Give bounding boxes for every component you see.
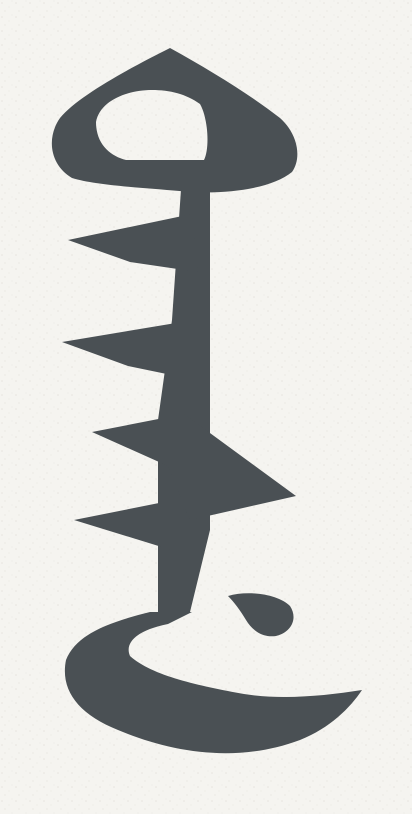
glyph-tooth-1 xyxy=(68,214,198,272)
glyph-head-loop xyxy=(52,48,298,192)
glyph-tooth-2 xyxy=(62,322,186,378)
glyph-tail xyxy=(65,612,362,753)
glyph-dot xyxy=(228,593,294,636)
glyph-tooth-4 xyxy=(74,498,190,552)
glyph-tooth-3 xyxy=(92,414,296,520)
